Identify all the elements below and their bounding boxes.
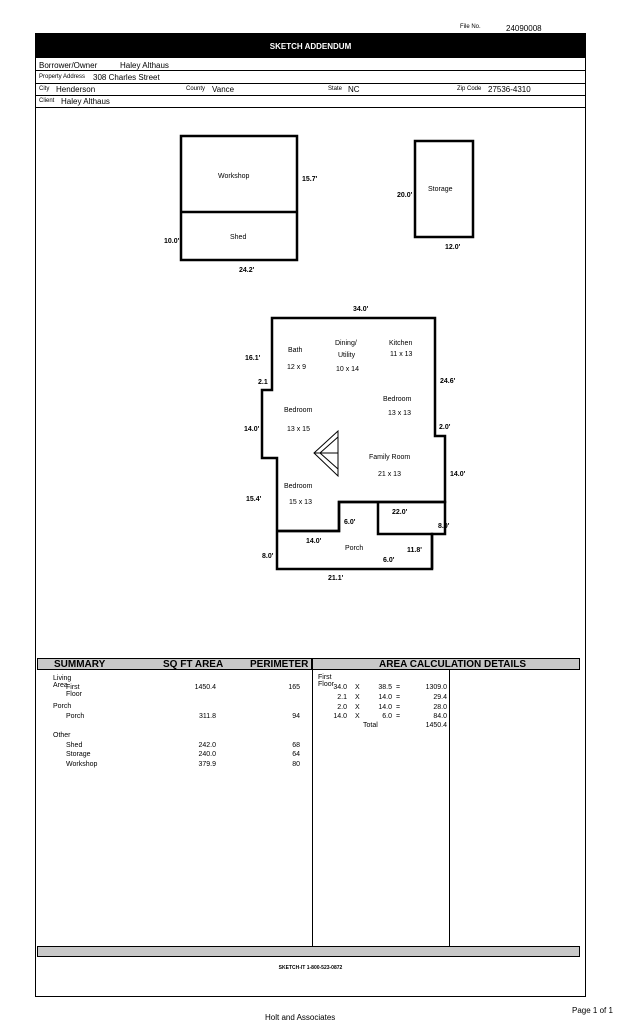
dim-label: 20.0' <box>397 192 413 199</box>
details-heading: AREA CALCULATION DETAILS <box>379 659 527 670</box>
county-value: Vance <box>212 85 235 94</box>
state-label: State <box>328 86 343 92</box>
calc-op: X <box>355 704 360 711</box>
city-value: Henderson <box>56 85 96 94</box>
calc-value: 34.0 <box>333 684 347 691</box>
address-value: 308 Charles Street <box>93 73 160 82</box>
state-value: NC <box>348 85 360 94</box>
dim-label: 10.0' <box>164 238 180 245</box>
row-perimeter: 64 <box>292 751 300 758</box>
row-label: Workshop <box>66 761 98 768</box>
room-size: 11 x 13 <box>390 351 413 358</box>
row-perimeter: 94 <box>292 713 300 720</box>
dim-label: 14.0' <box>450 471 466 478</box>
calc-title: First Floor <box>318 674 334 688</box>
calc-op: = <box>396 713 401 720</box>
calc-result: 29.4 <box>433 694 447 701</box>
room-label: Family Room <box>369 454 411 461</box>
room-size: 12 x 9 <box>287 364 307 371</box>
group-label: Other <box>53 732 71 739</box>
room-size: 13 x 13 <box>388 410 411 417</box>
room-size: 21 x 13 <box>378 471 401 478</box>
room-label: Kitchen <box>389 340 413 347</box>
room-label: Bedroom <box>383 396 412 403</box>
summary-footer-bar <box>37 946 580 957</box>
workshop-label: Workshop <box>218 173 250 180</box>
software-credit: SKETCH-IT 1-800-523-0872 <box>278 965 343 971</box>
calc-result: 84.0 <box>433 713 447 720</box>
zip-value: 27536-4310 <box>488 85 531 94</box>
perimeter-heading: PERIMETER <box>250 659 309 670</box>
dim-label: 12.0' <box>445 244 461 251</box>
row-perimeter: 165 <box>288 684 300 691</box>
dim-label: 24.6' <box>440 378 456 385</box>
dim-label: 24.2' <box>239 267 255 274</box>
room-label: Utility <box>338 352 356 359</box>
room-label: Bath <box>288 347 303 354</box>
borrower-label: Borrower/Owner <box>39 61 98 70</box>
storage-label: Storage <box>428 186 453 193</box>
calc-op: X <box>355 694 360 701</box>
room-size: 13 x 15 <box>287 426 310 433</box>
group-label: Living Area <box>53 675 72 689</box>
borrower-value: Haley Althaus <box>120 61 169 70</box>
calc-op: = <box>396 704 401 711</box>
calc-value: 6.0 <box>382 713 392 720</box>
summary-heading: SUMMARY <box>54 659 106 670</box>
room-label: Dining/ <box>335 340 357 347</box>
room-label: Porch <box>345 545 364 552</box>
calc-result: 1309.0 <box>425 684 447 691</box>
client-label: Client <box>39 98 55 104</box>
workshop-shed-outline <box>181 136 297 260</box>
zip-label: Zip Code <box>457 86 482 92</box>
shed-label: Shed <box>230 234 247 241</box>
dim-label: 6.0' <box>383 557 395 564</box>
dim-label: 6.0' <box>344 519 356 526</box>
dim-label: 21.1' <box>328 575 344 582</box>
dim-label: 22.0' <box>392 509 408 516</box>
dim-label: 8.0' <box>438 523 450 530</box>
calc-value: 14.0 <box>378 694 392 701</box>
row-area: 1450.4 <box>194 684 216 691</box>
dim-label: 14.0' <box>244 426 260 433</box>
row-label: Storage <box>66 751 91 758</box>
dim-label: 2.1 <box>258 379 268 386</box>
row-area: 311.8 <box>199 713 216 720</box>
page-title: SKETCH ADDENDUM <box>35 33 586 58</box>
dim-label: 15.7' <box>302 176 318 183</box>
calc-op: X <box>355 713 360 720</box>
address-label: Property Address <box>39 74 86 80</box>
company-name: Holt and Associates <box>265 1013 336 1022</box>
file-no: 24090008 <box>506 24 542 33</box>
page-number: Page 1 of 1 <box>572 1006 613 1015</box>
dim-label: 14.0' <box>306 538 322 545</box>
calc-total-label: Total <box>363 722 378 729</box>
sqft-heading: SQ FT AREA <box>163 659 224 670</box>
row-perimeter: 68 <box>292 742 300 749</box>
row-area: 242.0 <box>198 742 216 749</box>
column-divider <box>449 670 450 947</box>
dim-label: 34.0' <box>353 306 369 313</box>
calc-value: 38.5 <box>378 684 392 691</box>
row-label: Porch <box>66 713 85 720</box>
calc-op: = <box>396 694 401 701</box>
calc-total: 1450.4 <box>425 722 447 729</box>
file-no-label: File No. <box>460 24 481 30</box>
room-label: Bedroom <box>284 483 313 490</box>
dim-label: 2.0' <box>439 424 451 431</box>
county-label: County <box>186 86 206 92</box>
room-size: 15 x 13 <box>289 499 312 506</box>
column-divider <box>312 670 313 947</box>
row-area: 240.0 <box>198 751 216 758</box>
room-label: Bedroom <box>284 407 313 414</box>
room-size: 10 x 14 <box>336 366 359 373</box>
calc-op: X <box>355 684 360 691</box>
row-area: 379.9 <box>198 761 216 768</box>
calc-value: 2.0 <box>337 704 347 711</box>
city-label: City <box>39 86 50 92</box>
row-label: Shed <box>66 742 83 749</box>
group-label: Porch <box>53 703 72 710</box>
calc-op: = <box>396 684 401 691</box>
calc-result: 28.0 <box>433 704 447 711</box>
calc-value: 14.0 <box>378 704 392 711</box>
calc-value: 2.1 <box>337 694 347 701</box>
row-label: First Floor <box>66 684 82 698</box>
row-perimeter: 80 <box>292 761 300 768</box>
dim-label: 15.4' <box>246 496 262 503</box>
dim-label: 8.0' <box>262 553 274 560</box>
calc-value: 14.0 <box>333 713 347 720</box>
dim-label: 16.1' <box>245 355 261 362</box>
dim-label: 11.8' <box>407 547 422 554</box>
summary-header <box>37 658 312 670</box>
details-header <box>312 658 580 670</box>
client-value: Haley Althaus <box>61 97 110 106</box>
